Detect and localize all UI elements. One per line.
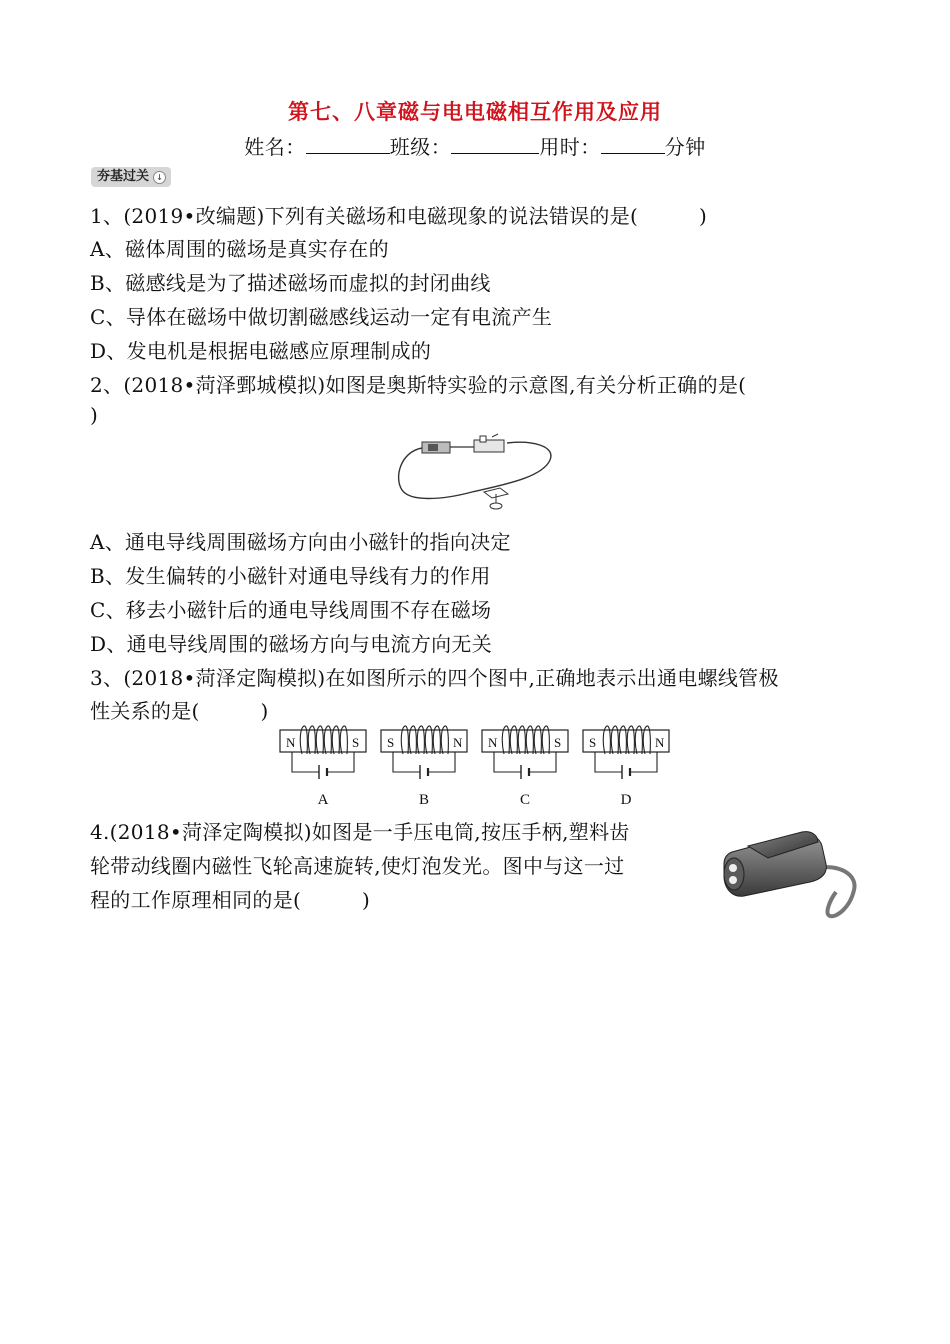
question-3-stem-line2: 性关系的是( ) <box>90 699 269 723</box>
section-badge-label: 夯基过关 <box>97 169 150 184</box>
question-2-stem-line2: ) <box>90 403 99 427</box>
solenoid-a-wire-right <box>327 752 354 772</box>
question-4-stem-line1: 4.(2018•菏泽定陶模拟)如图是一手压电筒,按压手柄,塑料齿 <box>90 820 630 844</box>
question-4-stem-line2: 轮带动线圈内磁性飞轮高速旋转,使灯泡发光。图中与这一过 <box>90 854 625 878</box>
question-2-stem-line1: 2、(2018•菏泽鄄城模拟)如图是奥斯特实验的示意图,有关分析正确的是( <box>90 373 747 397</box>
arrow-down-icon: ↓ <box>153 171 166 184</box>
solenoid-d-right-pole: N <box>655 735 665 750</box>
oersted-experiment-figure <box>392 430 562 512</box>
solenoid-d-label: D <box>620 792 632 808</box>
solenoid-figures <box>276 724 676 810</box>
class-blank <box>451 135 539 154</box>
solenoid-b-wire-left <box>393 752 420 772</box>
page-title: 第七、八章磁与电电磁相互作用及应用 <box>288 100 662 124</box>
solenoid-b-right-pole: N <box>453 735 463 750</box>
solenoid-b-left-pole: S <box>387 735 395 750</box>
solenoid-c-left-pole: N <box>488 735 498 750</box>
question-3-stem-line1: 3、(2018•菏泽定陶模拟)在如图所示的四个图中,正确地表示出通电螺线管极 <box>90 666 779 690</box>
solenoid-a-label: A <box>317 792 329 808</box>
time-label: 用时： <box>539 135 601 159</box>
name-label: 姓名： <box>244 135 306 159</box>
question-2-option-d: D、通电导线周围的磁场方向与电流方向无关 <box>90 632 493 656</box>
hand-pressed-flashlight-image <box>718 824 864 924</box>
question-4-stem-line3: 程的工作原理相同的是( ) <box>90 888 371 912</box>
solenoid-d-wire-right <box>630 752 657 772</box>
question-1-option-b: B、磁感线是为了描述磁场而虚拟的封闭曲线 <box>90 271 491 295</box>
solenoid-c-label: C <box>519 792 531 808</box>
solenoid-a-wire-left <box>292 752 319 772</box>
solenoid-a-right-pole: S <box>352 735 360 750</box>
solenoid-d-wire-left <box>595 752 622 772</box>
section-badge <box>91 167 171 187</box>
question-2-option-a: A、通电导线周围磁场方向由小磁针的指向决定 <box>90 530 511 554</box>
time-blank <box>601 135 665 154</box>
question-2-option-b: B、发生偏转的小磁针对通电导线有力的作用 <box>90 564 491 588</box>
student-info-line <box>0 131 950 160</box>
solenoid-c-right-pole: S <box>554 735 562 750</box>
solenoid-c-wire-left <box>494 752 521 772</box>
question-1-option-d: D、发电机是根据电磁感应原理制成的 <box>90 339 432 363</box>
name-blank <box>306 135 390 154</box>
solenoid-d-left-pole: S <box>589 735 597 750</box>
solenoid-b-label: B <box>418 792 430 808</box>
solenoid-a-left-pole: N <box>286 735 296 750</box>
minutes-label: 分钟 <box>664 135 706 159</box>
solenoid-b-wire-right <box>428 752 455 772</box>
question-1-stem: 1、(2019•改编题)下列有关磁场和电磁现象的说法错误的是( ) <box>90 204 708 228</box>
class-label: 班级： <box>389 135 452 159</box>
question-1-option-c: C、导体在磁场中做切割磁感线运动一定有电流产生 <box>90 305 553 329</box>
question-1-option-a: A、磁体周围的磁场是真实存在的 <box>90 237 389 261</box>
solenoid-c-wire-right <box>529 752 556 772</box>
question-2-option-c: C、移去小磁针后的通电导线周围不存在磁场 <box>90 598 492 622</box>
